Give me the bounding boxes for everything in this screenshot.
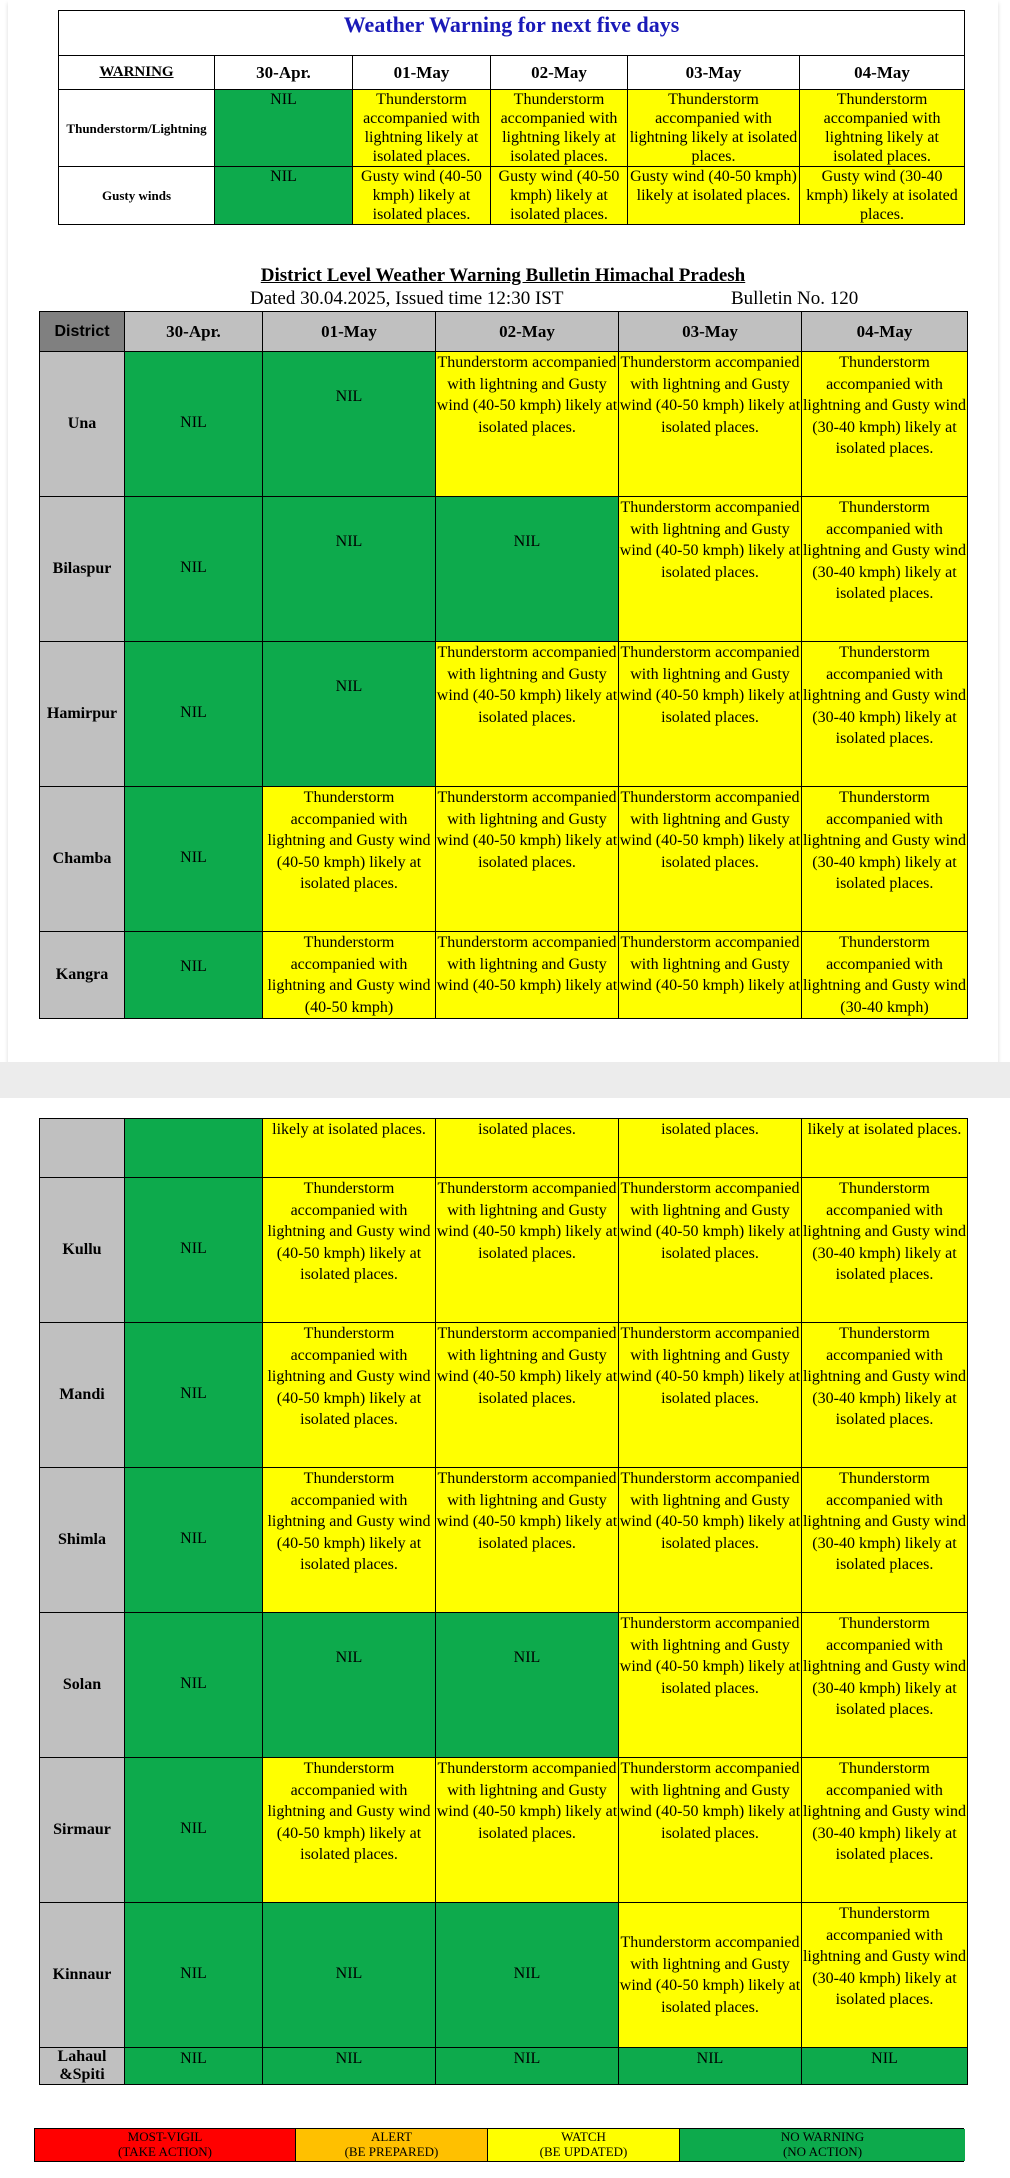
table-row [40,1613,968,1758]
warning-cell [125,1903,263,2048]
nil-label: NIL [180,958,207,975]
column-header: 04-May [802,312,968,352]
district-name: Hamirpur [40,642,125,787]
district-name: Bilaspur [40,497,125,642]
district-name: Kangra [40,932,125,1019]
nil-label: NIL [513,1965,541,1982]
warning-cell: NIL [263,2048,436,2085]
warning-cell: Thunderstorm accompanied with lightning and Gusty wind (40-50 kmph) likely at isolated places. [263,1323,436,1468]
warning-cell: likely at isolated places. [802,1119,968,1178]
legend-line1: ALERT [370,2129,413,2144]
legend-line1: WATCH [561,2129,606,2144]
district-name: Una [40,352,125,497]
column-header: 03-May [619,312,802,352]
page-gap [0,1062,1010,1098]
warning-cell: Thunderstorm accompanied with lightning likely at isolated places. [491,90,628,167]
warning-cell [125,1119,263,1178]
warning-cell: Thunderstorm accompanied with lightning and Gusty wind (40-50 kmph) [263,932,436,1019]
table-row [40,2048,968,2085]
warning-cell [125,352,263,497]
column-header: 30-Apr. [125,312,263,352]
date-header: 03-May [628,56,800,90]
warning-cell: NIL [215,90,353,167]
warning-cell: NIL [125,2048,263,2085]
warning-cell: Thunderstorm accompanied with lightning and Gusty wind (40-50 kmph) likely at isolated places. [436,1758,619,1903]
legend-line2: (BE UPDATED) [539,2144,628,2159]
district-name-continued [40,1119,125,1178]
district-warning-table [39,311,968,1019]
warning-cell [125,1758,263,1903]
table-row [40,787,968,932]
warning-cell: Gusty wind (30-40 kmph) likely at isolated places. [800,167,965,225]
warning-cell: Thunderstorm accompanied with lightning and Gusty wind (40-50 kmph) likely at isolated places. [619,1613,802,1758]
table-row [40,1903,968,2048]
table-row [40,1178,968,1323]
warning-cell: Thunderstorm accompanied with lightning and Gusty wind (30-40 kmph) likely at isolated places. [802,1903,968,2048]
warning-cell [125,787,263,932]
warning-cell [263,1613,436,1758]
warning-cell: Thunderstorm accompanied with lightning and Gusty wind (30-40 kmph) likely at isolated places. [802,1178,968,1323]
legend-line1: MOST-VIGIL [127,2129,203,2144]
warning-cell: Gusty wind (40-50 kmph) likely at isolated places. [491,167,628,225]
date-header: 02-May [491,56,628,90]
warning-cell: Thunderstorm accompanied with lightning and Gusty wind (30-40 kmph) likely at isolated places. [802,352,968,497]
warning-cell: Thunderstorm accompanied with lightning and Gusty wind (40-50 kmph) likely at isolated places. [619,1758,802,1903]
warning-cell: Thunderstorm accompanied with lightning and Gusty wind (40-50 kmph) likely at isolated places. [619,1178,802,1323]
bulletin-page-1 [8,0,998,1062]
warning-cell: Thunderstorm accompanied with lightning and Gusty wind (40-50 kmph) likely at [436,932,619,1019]
warning-cell: Thunderstorm accompanied with lightning and Gusty wind (30-40 kmph) likely at isolated places. [802,642,968,787]
nil-label: NIL [180,414,207,431]
district-warning-table-continued [39,1118,968,2085]
warning-cell: Thunderstorm accompanied with lightning and Gusty wind (40-50 kmph) likely at isolated places. [619,787,802,932]
date-header: 04-May [800,56,965,90]
warning-cell: Thunderstorm accompanied with lightning and Gusty wind (40-50 kmph) likely at isolated places. [619,1468,802,1613]
legend-item-alert [296,2129,488,2161]
warning-cell: Thunderstorm accompanied with lightning and Gusty wind (40-50 kmph) likely at isolated places. [619,497,802,642]
warning-cell [263,497,436,642]
warning-cell: Thunderstorm accompanied with lightning and Gusty wind (40-50 kmph) likely at isolated places. [619,1323,802,1468]
warning-cell: Thunderstorm accompanied with lightning and Gusty wind (30-40 kmph) likely at isolated places. [802,1468,968,1613]
warning-cell: Thunderstorm accompanied with lightning and Gusty wind (40-50 kmph) likely at isolated places. [263,1468,436,1613]
district-name: Lahaul &Spiti [40,2048,125,2085]
nil-label: NIL [180,849,207,866]
warning-cell [436,497,619,642]
warning-cell [125,1468,263,1613]
nil-label: NIL [180,1385,207,1402]
warning-cell: Thunderstorm accompanied with lightning and Gusty wind (40-50 kmph) likely at isolated places. [436,642,619,787]
bulletin-number: Bulletin No. 120 [731,288,859,309]
nil-label: NIL [335,1965,363,1982]
column-header: 02-May [436,312,619,352]
column-header: District [40,312,125,352]
warning-cell [125,642,263,787]
table-row [40,497,968,642]
warning-cell [125,1178,263,1323]
warning-text: Thunderstorm accompanied with lightning and Gusty wind (40-50 kmph) likely at isolated places. [619,1934,801,2016]
warning-cell: Thunderstorm accompanied with lightning and Gusty wind (40-50 kmph) likely at isolated places. [263,787,436,932]
district-name: Kinnaur [40,1903,125,2048]
warning-cell [436,1903,619,2048]
legend-item-watch [488,2129,680,2161]
warning-cell: Thunderstorm accompanied with lightning and Gusty wind (40-50 kmph) likely at isolated places. [263,1178,436,1323]
nil-label: NIL [180,1965,207,1982]
column-header: 01-May [263,312,436,352]
date-header: 01-May [353,56,491,90]
warning-row-label: Thunderstorm/Lightning [59,90,215,167]
warning-cell: NIL [215,167,353,225]
issue-date: Dated 30.04.2025, Issued time 12:30 IST [250,288,564,309]
table-title: Weather Warning for next five days [59,11,965,56]
legend-line2: (NO ACTION) [782,2144,863,2159]
color-legend [34,2128,964,2162]
date-header: 30-Apr. [215,56,353,90]
warning-row-label: Gusty winds [59,167,215,225]
nil-label: NIL [180,1240,207,1257]
district-name: Sirmaur [40,1758,125,1903]
warning-cell [436,1613,619,1758]
warning-cell: Thunderstorm accompanied with lightning and Gusty wind (40-50 kmph) likely at isolated places. [436,352,619,497]
legend-line2: (BE PREPARED) [344,2144,439,2159]
table-row [40,1758,968,1903]
bulletin-page-2 [8,1098,998,2178]
warning-cell: Thunderstorm accompanied with lightning and Gusty wind (30-40 kmph) likely at isolated places. [802,787,968,932]
warning-cell [619,1903,802,2048]
warning-cell [125,932,263,1019]
warning-cell: Thunderstorm accompanied with lightning and Gusty wind (40-50 kmph) likely at isolated places. [619,352,802,497]
warning-cell [125,1613,263,1758]
table-row [40,352,968,497]
warning-cell: NIL [619,2048,802,2085]
legend-item-most-vigil [35,2129,296,2161]
table-row [40,932,968,1019]
warning-cell: isolated places. [619,1119,802,1178]
warning-cell: Thunderstorm accompanied with lightning and Gusty wind (40-50 kmph) likely at isolated places. [436,1468,619,1613]
bulletin-title: District Level Weather Warning Bulletin Himachal Pradesh [260,265,746,286]
warning-cell: Thunderstorm accompanied with lightning and Gusty wind (40-50 kmph) likely at isolated places. [436,1178,619,1323]
nil-label: NIL [335,678,363,695]
nil-label: NIL [180,704,207,721]
warning-cell: isolated places. [436,1119,619,1178]
district-name: Kullu [40,1178,125,1323]
warning-cell [263,642,436,787]
warning-cell: Gusty wind (40-50 kmph) likely at isolated places. [628,167,800,225]
warning-cell: Gusty wind (40-50 kmph) likely at isolated places. [353,167,491,225]
table-row [40,642,968,787]
warning-cell: Thunderstorm accompanied with lightning and Gusty wind (40-50 kmph) likely at isolated places. [263,1758,436,1903]
warning-cell: Thunderstorm accompanied with lightning and Gusty wind (40-50 kmph) likely at isolated places. [436,787,619,932]
nil-label: NIL [513,1649,541,1666]
warning-cell: Thunderstorm accompanied with lightning likely at isolated places. [800,90,965,167]
nil-label: NIL [513,533,541,550]
legend-line1: NO WARNING [780,2129,865,2144]
warning-cell: Thunderstorm accompanied with lightning and Gusty wind (40-50 kmph) likely at [619,932,802,1019]
warning-header: WARNING [59,56,215,90]
district-name: Mandi [40,1323,125,1468]
warning-cell: Thunderstorm accompanied with lightning and Gusty wind (30-40 kmph) likely at isolated places. [802,1758,968,1903]
district-name: Chamba [40,787,125,932]
nil-label: NIL [180,1675,207,1692]
warning-cell: Thunderstorm accompanied with lightning likely at isolated places. [628,90,800,167]
five-day-warning-table [58,10,965,225]
warning-cell [125,1323,263,1468]
table-row [40,1468,968,1613]
legend-line2: (TAKE ACTION) [118,2144,212,2159]
table-row [40,1119,968,1178]
warning-cell: Thunderstorm accompanied with lightning and Gusty wind (30-40 kmph) likely at isolated places. [802,1613,968,1758]
warning-cell [263,352,436,497]
district-name: Shimla [40,1468,125,1613]
nil-label: NIL [335,1649,363,1666]
warning-cell [125,497,263,642]
nil-label: NIL [180,559,207,576]
legend-item-no-warning [680,2129,965,2161]
warning-cell: Thunderstorm accompanied with lightning and Gusty wind (30-40 kmph) likely at isolated places. [802,497,968,642]
nil-label: NIL [180,1530,207,1547]
nil-label: NIL [335,533,363,550]
warning-cell: NIL [802,2048,968,2085]
table-row [40,1323,968,1468]
warning-cell: Thunderstorm accompanied with lightning and Gusty wind (30-40 kmph) [802,932,968,1019]
warning-cell: Thunderstorm accompanied with lightning and Gusty wind (30-40 kmph) likely at isolated places. [802,1323,968,1468]
nil-label: NIL [335,388,363,405]
warning-cell: Thunderstorm accompanied with lightning and Gusty wind (40-50 kmph) likely at isolated places. [619,642,802,787]
warning-cell [263,1903,436,2048]
warning-cell: Thunderstorm accompanied with lightning and Gusty wind (40-50 kmph) likely at isolated places. [436,1323,619,1468]
warning-cell: likely at isolated places. [263,1119,436,1178]
nil-label: NIL [180,1820,207,1837]
district-name: Solan [40,1613,125,1758]
warning-cell: NIL [436,2048,619,2085]
warning-cell: Thunderstorm accompanied with lightning likely at isolated places. [353,90,491,167]
